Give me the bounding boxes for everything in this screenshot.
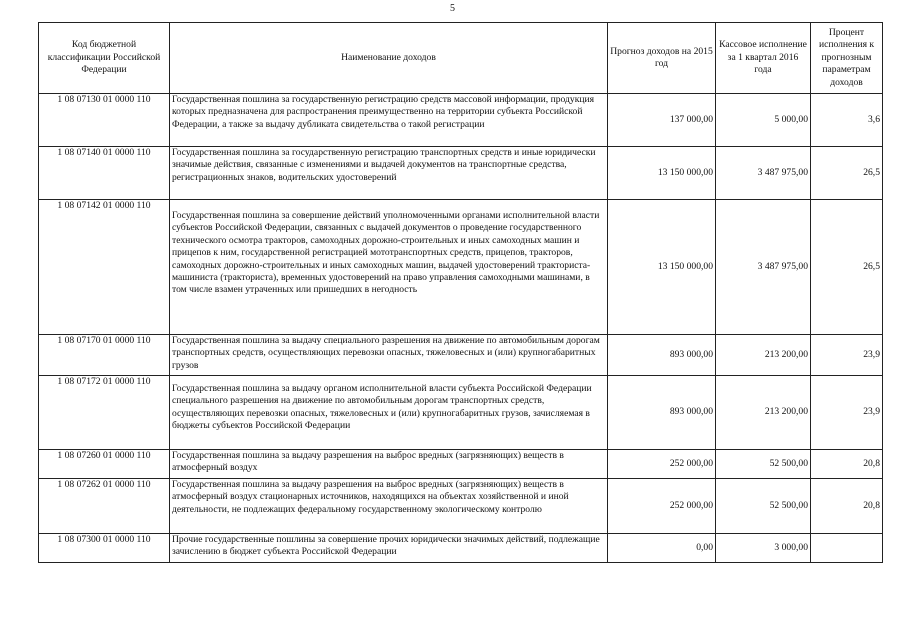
page-number: 5: [450, 3, 455, 14]
table-row: [39, 479, 883, 534]
table-row: [39, 335, 883, 376]
table-row: [39, 450, 883, 479]
row-code: 1 08 07172 01 0000 110: [39, 376, 170, 450]
row-percent: 23,9: [811, 335, 883, 376]
table-row: [39, 147, 883, 200]
row-code: 1 08 07130 01 0000 110: [39, 94, 170, 147]
row-code: 1 08 07300 01 0000 110: [39, 534, 170, 563]
row-forecast: 13 150 000,00: [608, 200, 716, 335]
row-code: 1 08 07262 01 0000 110: [39, 479, 170, 534]
row-cash: 3 487 975,00: [716, 200, 811, 335]
row-percent: 23,9: [811, 376, 883, 450]
row-forecast: 893 000,00: [608, 376, 716, 450]
row-forecast: 0,00: [608, 534, 716, 563]
row-forecast: 13 150 000,00: [608, 147, 716, 200]
row-cash: 3 487 975,00: [716, 147, 811, 200]
row-cash: 213 200,00: [716, 376, 811, 450]
row-forecast: 893 000,00: [608, 335, 716, 376]
header-cash: Кассовое исполнение за 1 квартал 2016 года: [716, 23, 811, 94]
header-name: Наименование доходов: [170, 23, 608, 94]
row-cash: 3 000,00: [716, 534, 811, 563]
row-name: Государственная пошлина за выдачу разрешения на выброс вредных (загрязняющих) веществ в атмосферный воздух стационарных источников, находящихся на объектах хозяйственной и иной деятельности, не подлежащих федеральному государственному экологическому контролю: [170, 479, 608, 534]
table-row: [39, 94, 883, 147]
row-code: 1 08 07170 01 0000 110: [39, 335, 170, 376]
table-row: [39, 376, 883, 450]
row-code: 1 08 07140 01 0000 110: [39, 147, 170, 200]
row-percent: 20,8: [811, 450, 883, 479]
row-forecast: 252 000,00: [608, 479, 716, 534]
row-forecast: 137 000,00: [608, 94, 716, 147]
row-cash: 213 200,00: [716, 335, 811, 376]
budget-revenue-table: [38, 22, 883, 563]
header-code: Код бюджетной классификации Российской Федерации: [39, 23, 170, 94]
row-name: Государственная пошлина за государственную регистрацию средств массовой информации, продукция которых предназначена для распространения преимущественно на территории субъекта Российской Федерации, а также за выдачу дубликата свидетельства о такой регистрации: [170, 94, 608, 147]
row-percent: 26,5: [811, 147, 883, 200]
table-row: [39, 534, 883, 563]
row-percent: 26,5: [811, 200, 883, 335]
row-name: Государственная пошлина за совершение действий уполномоченными органами исполнительной власти субъектов Российской Федерации, связанных с выдачей документов о проведение государственного технического осмотра тракторов, самоходных дорожно-строительных и иных самоходных машин и прицепов к ним, государственной регистрацией мототранспортных средств, прицепов, тракторов, самоходных дорожно-строительных и иных самоходных машин, выдачей удостоверений тракториста-машиниста (тракториста), временных удостоверений на право управления самоходными машинами, в том числе взамен утраченных или пришедших в негодность: [170, 200, 608, 335]
row-cash: 52 500,00: [716, 450, 811, 479]
row-code: 1 08 07142 01 0000 110: [39, 200, 170, 335]
row-forecast: 252 000,00: [608, 450, 716, 479]
row-code: 1 08 07260 01 0000 110: [39, 450, 170, 479]
row-name: Государственная пошлина за выдачу органом исполнительной власти субъекта Российской Федерации специального разрешения на движение по автомобильным дорогам транспортных средств, осуществляющих перевозки опасных, тяжеловесных и (или) крупногабаритных грузов, зачисляемая в бюджеты субъектов Российской Федерации: [170, 376, 608, 450]
row-cash: 5 000,00: [716, 94, 811, 147]
row-name: Государственная пошлина за выдачу специального разрешения на движение по автомобильным дорогам транспортных средств, осуществляющих перевозки опасных, тяжеловесных и (или) крупногабаритных грузов: [170, 335, 608, 376]
header-forecast: Прогноз доходов на 2015 год: [608, 23, 716, 94]
row-name: Государственная пошлина за выдачу разрешения на выброс вредных (загрязняющих) веществ в атмосферный воздух: [170, 450, 608, 479]
row-percent: 20,8: [811, 479, 883, 534]
row-name: Прочие государственные пошлины за совершение прочих юридически значимых действий, подлежащие зачислению в бюджет субъекта Российской Федерации: [170, 534, 608, 563]
table-row: [39, 200, 883, 335]
row-percent: [811, 534, 883, 563]
row-cash: 52 500,00: [716, 479, 811, 534]
header-percent: Процент исполнения к прогнозным параметрам доходов: [811, 23, 883, 94]
table-header-row: [39, 23, 883, 94]
row-percent: 3,6: [811, 94, 883, 147]
row-name: Государственная пошлина за государственную регистрацию транспортных средств и иные юридически значимые действия, связанные с изменениями и выдачей документов на транспортные средства, регистрационных знаков, водительских удостоверений: [170, 147, 608, 200]
